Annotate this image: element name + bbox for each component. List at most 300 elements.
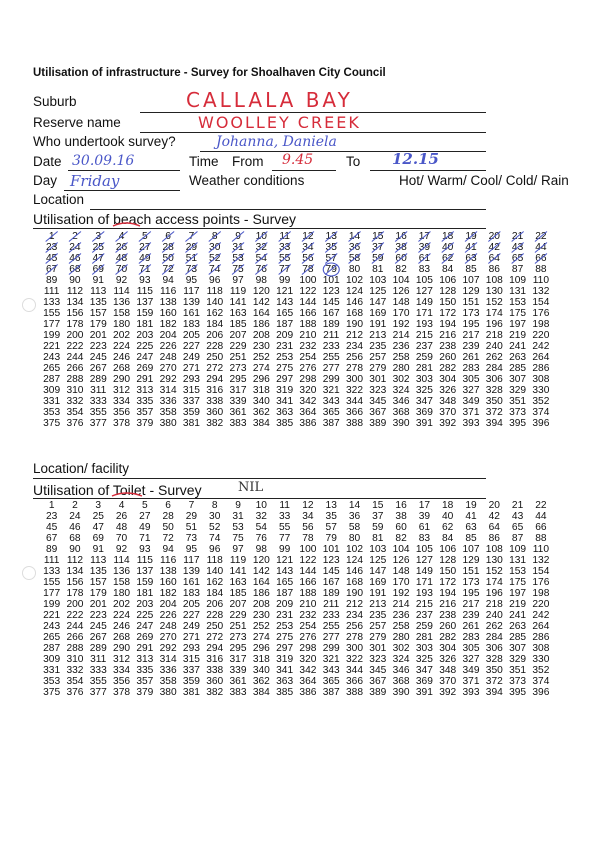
grid-number[interactable]: 377 xyxy=(89,418,107,429)
grid-number[interactable]: 131 xyxy=(509,286,527,297)
grid-number[interactable]: 79 xyxy=(325,264,337,275)
grid-number[interactable]: 42 xyxy=(488,511,500,522)
grid-number[interactable]: 304 xyxy=(439,374,457,385)
grid-number[interactable]: 342 xyxy=(299,665,317,676)
grid-number[interactable]: 177 xyxy=(43,588,61,599)
grid-number[interactable]: 230 xyxy=(252,610,270,621)
grid-number[interactable]: 221 xyxy=(43,610,61,621)
grid-number[interactable]: 46 xyxy=(69,253,81,264)
grid-number[interactable]: 220 xyxy=(532,330,550,341)
grid-number[interactable]: 375 xyxy=(43,418,61,429)
grid-number[interactable]: 66 xyxy=(535,522,547,533)
grid-number[interactable]: 389 xyxy=(369,687,387,698)
grid-number[interactable]: 249 xyxy=(182,352,200,363)
grid-number[interactable]: 396 xyxy=(532,687,550,698)
grid-number[interactable]: 152 xyxy=(485,566,503,577)
grid-number[interactable]: 233 xyxy=(322,610,340,621)
grid-number[interactable]: 291 xyxy=(136,374,154,385)
grid-number[interactable]: 284 xyxy=(485,632,503,643)
grid-number[interactable]: 331 xyxy=(43,665,61,676)
grid-number[interactable]: 191 xyxy=(369,319,387,330)
grid-number[interactable]: 37 xyxy=(372,242,384,253)
grid-number[interactable]: 217 xyxy=(462,599,480,610)
grid-number[interactable]: 12 xyxy=(302,500,314,511)
grid-number[interactable]: 245 xyxy=(89,621,107,632)
grid-number[interactable]: 156 xyxy=(66,308,84,319)
grid-number[interactable]: 214 xyxy=(392,599,410,610)
grid-number[interactable]: 183 xyxy=(182,588,200,599)
grid-number[interactable]: 32 xyxy=(255,511,267,522)
grid-number[interactable]: 58 xyxy=(348,253,361,264)
grid-number[interactable]: 49 xyxy=(139,522,151,533)
grid-number[interactable]: 128 xyxy=(439,555,457,566)
grid-number[interactable]: 135 xyxy=(89,566,107,577)
grid-number[interactable]: 315 xyxy=(182,654,200,665)
grid-number[interactable]: 112 xyxy=(66,286,84,297)
grid-number[interactable]: 343 xyxy=(322,665,340,676)
grid-number[interactable]: 60 xyxy=(395,522,407,533)
grid-number[interactable]: 331 xyxy=(43,396,61,407)
grid-number[interactable]: 128 xyxy=(439,286,457,297)
grid-number[interactable]: 134 xyxy=(66,566,84,577)
grid-number[interactable]: 239 xyxy=(462,610,480,621)
grid-number[interactable]: 133 xyxy=(43,566,61,577)
grid-number[interactable]: 92 xyxy=(115,544,128,555)
grid-number[interactable]: 182 xyxy=(159,319,177,330)
grid-number[interactable]: 115 xyxy=(136,286,153,297)
grid-number[interactable]: 95 xyxy=(185,544,198,555)
grid-number[interactable]: 122 xyxy=(299,555,317,566)
grid-number[interactable]: 283 xyxy=(462,632,480,643)
grid-number[interactable]: 349 xyxy=(462,396,480,407)
grid-number[interactable]: 350 xyxy=(485,665,503,676)
grid-number[interactable]: 157 xyxy=(89,577,107,588)
grid-number[interactable]: 76 xyxy=(255,264,267,275)
grid-number[interactable]: 295 xyxy=(229,374,247,385)
grid-number[interactable]: 209 xyxy=(276,599,294,610)
grid-number[interactable]: 373 xyxy=(509,407,527,418)
grid-number[interactable]: 264 xyxy=(532,621,550,632)
grid-number[interactable]: 204 xyxy=(159,330,177,341)
grid-number[interactable]: 392 xyxy=(439,418,457,429)
grid-number[interactable]: 262 xyxy=(485,621,503,632)
grid-number[interactable]: 302 xyxy=(392,374,410,385)
grid-number[interactable]: 211 xyxy=(323,330,340,341)
grid-number[interactable]: 219 xyxy=(509,330,527,341)
grid-number[interactable]: 279 xyxy=(369,632,387,643)
grid-number[interactable]: 63 xyxy=(465,253,477,264)
grid-number[interactable]: 303 xyxy=(415,643,433,654)
grid-number[interactable]: 276 xyxy=(299,632,317,643)
grid-number[interactable]: 348 xyxy=(439,665,457,676)
grid-number[interactable]: 8 xyxy=(211,231,218,242)
grid-number[interactable]: 328 xyxy=(485,385,503,396)
grid-number[interactable]: 285 xyxy=(509,632,527,643)
grid-number[interactable]: 206 xyxy=(206,599,224,610)
grid-number[interactable]: 44 xyxy=(535,242,547,253)
grid-number[interactable]: 257 xyxy=(369,621,387,632)
grid-number[interactable]: 193 xyxy=(415,319,433,330)
grid-number[interactable]: 17 xyxy=(418,500,431,511)
grid-number[interactable]: 370 xyxy=(439,407,457,418)
grid-number[interactable]: 324 xyxy=(392,385,410,396)
grid-number[interactable]: 254 xyxy=(299,352,317,363)
grid-number[interactable]: 171 xyxy=(415,308,433,319)
grid-number[interactable]: 232 xyxy=(299,341,317,352)
grid-number[interactable]: 168 xyxy=(346,577,363,588)
grid-number[interactable]: 1 xyxy=(48,231,55,242)
grid-number[interactable]: 338 xyxy=(206,396,224,407)
grid-number[interactable]: 356 xyxy=(113,676,131,687)
grid-number[interactable]: 321 xyxy=(322,385,340,396)
grid-number[interactable]: 47 xyxy=(92,253,104,264)
grid-number[interactable]: 323 xyxy=(369,385,387,396)
grid-number[interactable]: 222 xyxy=(66,610,84,621)
grid-number[interactable]: 215 xyxy=(415,330,433,341)
grid-number[interactable]: 198 xyxy=(532,319,550,330)
grid-number[interactable]: 190 xyxy=(346,588,363,599)
grid-number[interactable]: 64 xyxy=(488,253,500,264)
grid-number[interactable]: 214 xyxy=(392,330,410,341)
grid-number[interactable]: 354 xyxy=(66,407,84,418)
grid-number[interactable]: 148 xyxy=(392,297,410,308)
grid-number[interactable]: 106 xyxy=(439,275,457,286)
grid-number[interactable]: 263 xyxy=(509,352,527,363)
grid-number[interactable]: 379 xyxy=(136,687,154,698)
grid-number[interactable]: 101 xyxy=(322,275,340,286)
grid-number[interactable]: 221 xyxy=(43,341,61,352)
grid-number[interactable]: 36 xyxy=(348,242,361,253)
grid-number[interactable]: 38 xyxy=(395,511,407,522)
grid-number[interactable]: 366 xyxy=(346,676,363,687)
grid-number[interactable]: 114 xyxy=(113,555,130,566)
grid-number[interactable]: 217 xyxy=(462,330,480,341)
grid-number[interactable]: 351 xyxy=(509,396,527,407)
grid-number[interactable]: 160 xyxy=(159,577,177,588)
grid-number[interactable]: 277 xyxy=(322,363,340,374)
grid-number[interactable]: 272 xyxy=(206,632,224,643)
grid-number[interactable]: 389 xyxy=(369,418,387,429)
grid-number[interactable]: 10 xyxy=(255,500,267,511)
grid-number[interactable]: 76 xyxy=(255,533,267,544)
grid-number[interactable]: 77 xyxy=(278,264,291,275)
grid-number[interactable]: 145 xyxy=(322,297,340,308)
grid-number[interactable]: 371 xyxy=(462,676,480,687)
grid-number[interactable]: 90 xyxy=(69,544,81,555)
to-value[interactable]: 12.15 xyxy=(392,150,439,168)
grid-number[interactable]: 35 xyxy=(325,511,337,522)
grid-number[interactable]: 222 xyxy=(66,341,84,352)
grid-number[interactable]: 382 xyxy=(206,687,224,698)
grid-number[interactable]: 348 xyxy=(439,396,457,407)
grid-number[interactable]: 89 xyxy=(45,544,58,555)
grid-number[interactable]: 154 xyxy=(532,297,550,308)
grid-number[interactable]: 132 xyxy=(532,286,550,297)
grid-number[interactable]: 105 xyxy=(415,275,433,286)
grid-number[interactable]: 136 xyxy=(113,566,131,577)
grid-number[interactable]: 211 xyxy=(323,599,340,610)
grid-number[interactable]: 84 xyxy=(442,264,454,275)
grid-number[interactable]: 318 xyxy=(252,385,270,396)
grid-number[interactable]: 202 xyxy=(113,599,131,610)
grid-number[interactable]: 100 xyxy=(299,544,317,555)
grid-number[interactable]: 87 xyxy=(511,533,524,544)
grid-number[interactable]: 57 xyxy=(325,522,337,533)
grid-number[interactable]: 360 xyxy=(206,407,224,418)
grid-number[interactable]: 34 xyxy=(302,242,314,253)
grid-number[interactable]: 78 xyxy=(302,533,314,544)
grid-number[interactable]: 252 xyxy=(252,621,270,632)
grid-number[interactable]: 95 xyxy=(185,275,198,286)
grid-number[interactable]: 303 xyxy=(415,374,433,385)
grid-number[interactable]: 162 xyxy=(206,308,224,319)
grid-number[interactable]: 239 xyxy=(462,341,480,352)
grid-number[interactable]: 351 xyxy=(509,665,527,676)
grid-number[interactable]: 7 xyxy=(188,500,195,511)
grid-number[interactable]: 113 xyxy=(90,286,107,297)
grid-number[interactable]: 381 xyxy=(182,687,200,698)
grid-number[interactable]: 287 xyxy=(43,374,61,385)
grid-number[interactable]: 311 xyxy=(90,654,107,665)
grid-number[interactable]: 85 xyxy=(465,533,477,544)
grid-number[interactable]: 140 xyxy=(206,566,224,577)
grid-number[interactable]: 270 xyxy=(159,632,177,643)
grid-number[interactable]: 127 xyxy=(415,286,433,297)
grid-number[interactable]: 153 xyxy=(509,297,527,308)
grid-number[interactable]: 32 xyxy=(255,242,267,253)
grid-number[interactable]: 191 xyxy=(369,588,387,599)
grid-number[interactable]: 244 xyxy=(66,621,84,632)
grid-number[interactable]: 325 xyxy=(415,385,433,396)
grid-number[interactable]: 365 xyxy=(322,676,340,687)
grid-number[interactable]: 332 xyxy=(66,396,84,407)
grid-number[interactable]: 80 xyxy=(348,264,361,275)
grid-number[interactable]: 342 xyxy=(299,396,317,407)
grid-number[interactable]: 167 xyxy=(322,308,340,319)
grid-number[interactable]: 309 xyxy=(43,385,61,396)
grid-number[interactable]: 359 xyxy=(182,676,200,687)
grid-number[interactable]: 246 xyxy=(113,352,131,363)
grid-number[interactable]: 67 xyxy=(45,533,58,544)
grid-number[interactable]: 108 xyxy=(485,275,503,286)
grid-number[interactable]: 230 xyxy=(252,341,270,352)
grid-number[interactable]: 35 xyxy=(325,242,337,253)
grid-number[interactable]: 44 xyxy=(535,511,547,522)
grid-number[interactable]: 26 xyxy=(115,511,128,522)
grid-number[interactable]: 66 xyxy=(535,253,547,264)
grid-number[interactable]: 369 xyxy=(415,407,433,418)
grid-number[interactable]: 158 xyxy=(113,308,131,319)
grid-number[interactable]: 14 xyxy=(348,231,361,242)
grid-number[interactable]: 293 xyxy=(182,374,200,385)
grid-number[interactable]: 377 xyxy=(89,687,107,698)
grid-number[interactable]: 180 xyxy=(113,588,131,599)
grid-number[interactable]: 120 xyxy=(252,555,270,566)
grid-number[interactable]: 367 xyxy=(369,676,387,687)
grid-number[interactable]: 1 xyxy=(48,500,55,511)
grid-number[interactable]: 45 xyxy=(45,522,58,533)
grid-number[interactable]: 247 xyxy=(136,352,154,363)
grid-number[interactable]: 120 xyxy=(252,286,270,297)
grid-number[interactable]: 372 xyxy=(485,407,503,418)
grid-number[interactable]: 300 xyxy=(346,374,363,385)
grid-number[interactable]: 38 xyxy=(395,242,407,253)
grid-number[interactable]: 228 xyxy=(206,610,224,621)
grid-number[interactable]: 395 xyxy=(509,687,527,698)
grid-number[interactable]: 90 xyxy=(69,275,81,286)
grid-number[interactable]: 296 xyxy=(252,374,270,385)
grid-number[interactable]: 248 xyxy=(159,621,177,632)
grid-number[interactable]: 215 xyxy=(415,599,433,610)
grid-number[interactable]: 41 xyxy=(465,511,477,522)
grid-number[interactable]: 186 xyxy=(252,588,270,599)
grid-number[interactable]: 23 xyxy=(45,511,58,522)
grid-number[interactable]: 148 xyxy=(392,566,410,577)
grid-number[interactable]: 28 xyxy=(162,242,174,253)
grid-number[interactable]: 94 xyxy=(162,275,174,286)
grid-number[interactable]: 242 xyxy=(532,341,550,352)
grid-number[interactable]: 87 xyxy=(511,264,524,275)
grid-number[interactable]: 187 xyxy=(276,319,294,330)
grid-number[interactable]: 195 xyxy=(462,588,480,599)
grid-number[interactable]: 134 xyxy=(66,297,84,308)
grid-number[interactable]: 4 xyxy=(118,231,125,242)
grid-number[interactable]: 245 xyxy=(89,352,107,363)
grid-number[interactable]: 75 xyxy=(232,264,244,275)
grid-number[interactable]: 80 xyxy=(348,533,361,544)
grid-number[interactable]: 55 xyxy=(278,253,291,264)
grid-number[interactable]: 336 xyxy=(159,396,177,407)
grid-number[interactable]: 143 xyxy=(276,297,294,308)
grid-number[interactable]: 188 xyxy=(299,319,317,330)
grid-number[interactable]: 340 xyxy=(252,665,270,676)
grid-number[interactable]: 390 xyxy=(392,687,410,698)
grid-number[interactable]: 21 xyxy=(511,500,524,511)
grid-number[interactable]: 252 xyxy=(252,352,270,363)
grid-number[interactable]: 151 xyxy=(462,566,480,577)
grid-number[interactable]: 266 xyxy=(66,632,84,643)
grid-number[interactable]: 353 xyxy=(43,407,61,418)
grid-number[interactable]: 370 xyxy=(439,676,457,687)
grid-number[interactable]: 346 xyxy=(392,665,410,676)
grid-number[interactable]: 170 xyxy=(392,308,410,319)
grid-number[interactable]: 236 xyxy=(392,341,410,352)
grid-number[interactable]: 71 xyxy=(139,264,151,275)
grid-number[interactable]: 158 xyxy=(113,577,131,588)
grid-number[interactable]: 19 xyxy=(465,500,477,511)
grid-number[interactable]: 183 xyxy=(182,319,200,330)
grid-number[interactable]: 119 xyxy=(229,286,247,297)
grid-number[interactable]: 267 xyxy=(89,363,107,374)
grid-number[interactable]: 138 xyxy=(159,297,177,308)
grid-number[interactable]: 83 xyxy=(418,264,431,275)
grid-number[interactable]: 176 xyxy=(532,308,550,319)
grid-number[interactable]: 337 xyxy=(182,665,200,676)
grid-number[interactable]: 237 xyxy=(415,341,433,352)
grid-number[interactable]: 218 xyxy=(485,330,503,341)
grid-number[interactable]: 165 xyxy=(276,308,294,319)
grid-number[interactable]: 391 xyxy=(415,418,433,429)
grid-number[interactable]: 266 xyxy=(66,363,84,374)
grid-number[interactable]: 200 xyxy=(66,599,84,610)
grid-number[interactable]: 104 xyxy=(392,275,410,286)
grid-number[interactable]: 314 xyxy=(159,385,177,396)
grid-number[interactable]: 238 xyxy=(439,610,457,621)
grid-number[interactable]: 9 xyxy=(235,231,241,242)
grid-number[interactable]: 86 xyxy=(488,533,500,544)
grid-number[interactable]: 374 xyxy=(532,676,550,687)
grid-number[interactable]: 322 xyxy=(346,385,363,396)
grid-number[interactable]: 316 xyxy=(206,385,224,396)
grid-number[interactable]: 233 xyxy=(322,341,340,352)
grid-number[interactable]: 326 xyxy=(439,385,457,396)
from-value[interactable]: 9.45 xyxy=(282,152,314,168)
grid-number[interactable]: 126 xyxy=(392,286,410,297)
grid-number[interactable]: 212 xyxy=(346,599,363,610)
grid-number[interactable]: 102 xyxy=(346,275,363,286)
grid-number[interactable]: 159 xyxy=(136,577,154,588)
grid-number[interactable]: 68 xyxy=(69,533,81,544)
grid-number[interactable]: 30 xyxy=(209,511,221,522)
grid-number[interactable]: 25 xyxy=(92,511,104,522)
grid-number[interactable]: 218 xyxy=(485,599,503,610)
grid-number[interactable]: 99 xyxy=(278,544,291,555)
grid-number[interactable]: 24 xyxy=(69,511,81,522)
grid-number[interactable]: 248 xyxy=(159,352,177,363)
grid-number[interactable]: 111 xyxy=(43,286,60,297)
grid-number[interactable]: 149 xyxy=(415,297,433,308)
grid-number[interactable]: 358 xyxy=(159,407,177,418)
grid-number[interactable]: 374 xyxy=(532,407,550,418)
grid-number[interactable]: 278 xyxy=(346,632,363,643)
grid-number[interactable]: 223 xyxy=(89,341,107,352)
grid-number[interactable]: 240 xyxy=(485,341,503,352)
grid-number[interactable]: 4 xyxy=(118,500,125,511)
grid-number[interactable]: 152 xyxy=(485,297,503,308)
grid-number[interactable]: 329 xyxy=(509,385,527,396)
grid-number[interactable]: 13 xyxy=(325,500,337,511)
grid-number[interactable]: 92 xyxy=(115,275,128,286)
grid-number[interactable]: 83 xyxy=(418,533,431,544)
grid-number[interactable]: 133 xyxy=(43,297,61,308)
grid-number[interactable]: 201 xyxy=(89,330,107,341)
grid-number[interactable]: 223 xyxy=(89,610,107,621)
grid-number[interactable]: 40 xyxy=(442,242,454,253)
grid-number[interactable]: 343 xyxy=(322,396,340,407)
grid-number[interactable]: 333 xyxy=(89,396,107,407)
grid-number[interactable]: 340 xyxy=(252,396,270,407)
surveyor-value[interactable]: Johanna, Daniela xyxy=(216,134,337,150)
grid-number[interactable]: 18 xyxy=(442,500,454,511)
grid-number[interactable]: 302 xyxy=(392,643,410,654)
grid-number[interactable]: 70 xyxy=(115,533,128,544)
grid-number[interactable]: 59 xyxy=(372,253,384,264)
grid-number[interactable]: 257 xyxy=(369,352,387,363)
grid-number[interactable]: 335 xyxy=(136,396,154,407)
grid-number[interactable]: 268 xyxy=(113,632,131,643)
grid-number[interactable]: 145 xyxy=(322,566,340,577)
grid-number[interactable]: 271 xyxy=(182,632,200,643)
grid-number[interactable]: 327 xyxy=(462,385,480,396)
grid-number[interactable]: 19 xyxy=(465,231,477,242)
grid-number[interactable]: 138 xyxy=(159,566,177,577)
grid-number[interactable]: 205 xyxy=(182,599,200,610)
grid-number[interactable]: 275 xyxy=(276,363,294,374)
grid-number[interactable]: 264 xyxy=(532,352,550,363)
grid-number[interactable]: 147 xyxy=(369,566,387,577)
grid-number[interactable]: 229 xyxy=(229,610,247,621)
grid-number[interactable]: 383 xyxy=(229,687,247,698)
